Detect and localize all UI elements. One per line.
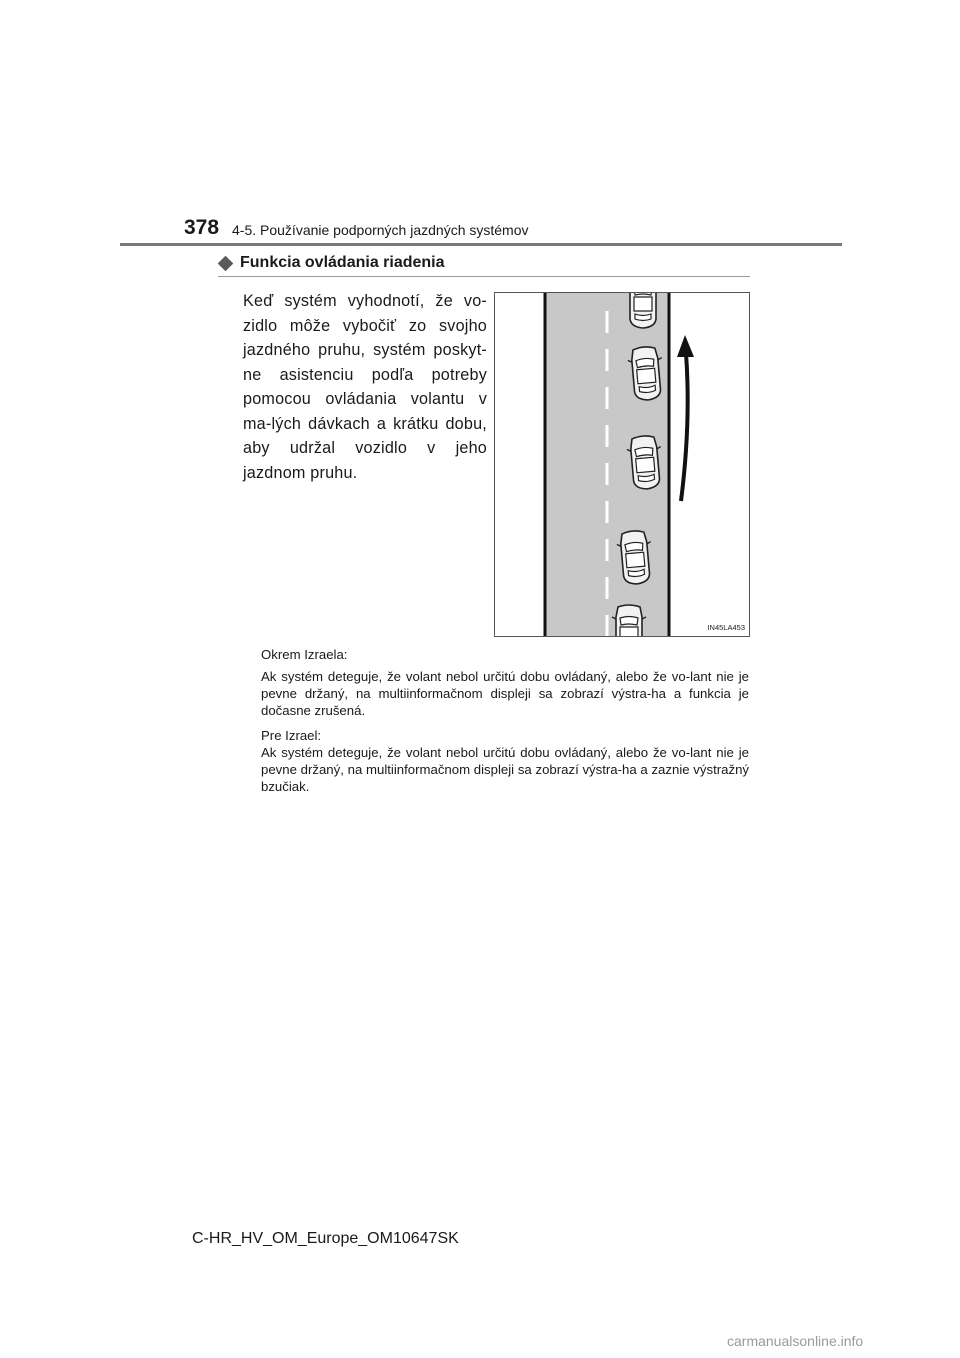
section-heading-text: Funkcia ovládania riadenia [240, 254, 445, 271]
steering-arrow-head [677, 335, 694, 357]
section-heading [218, 254, 445, 272]
diamond-bullet-icon [218, 255, 234, 271]
car-top [626, 293, 660, 328]
note-label: Pre Izrael: [261, 728, 322, 743]
document-id: C-HR_HV_OM_Europe_OM10647SK [192, 1230, 459, 1247]
note-israel [261, 727, 749, 795]
note-text: Ak systém deteguje, že volant nebol určitú dobu ovládaný, alebo že vo-lant nie je pevne držaný, na multiinformačnom displeji sa zobrazí výstra-ha a funkcia je dočasne zrušená. [261, 669, 749, 718]
car-bottom [612, 605, 646, 637]
intro-paragraph: Keď systém vyhodnotí, že vo-zidlo môže vybočiť zo svojho jazdného pruhu, systém poskyt-ne asistenciu podľa potreby pomocou ovládania volantu v ma-lých dávkach a krátku dobu, aby udržal vozidlo v jeho jazdnom pruhu. [243, 292, 487, 482]
header-rule [120, 243, 842, 246]
note-outside-israel [261, 646, 749, 719]
figure-code: IN45LA453 [707, 623, 745, 632]
chapter-title: 4-5. Používanie podporných jazdných systémov [232, 222, 529, 238]
road-drawing [495, 293, 750, 637]
watermark: carmanualsonline.info [727, 1333, 864, 1349]
note-text: Ak systém deteguje, že volant nebol určitú dobu ovládaný, alebo že vo-lant nie je pevne držaný, na multiinformačnom displeji sa zobrazí výstra-ha a zaznie výstražný bzučiak. [261, 745, 749, 794]
section-rule [218, 276, 750, 277]
steering-arrow [681, 353, 688, 501]
note-label: Okrem Izraela: [261, 647, 348, 662]
lane-keeping-illustration [494, 292, 750, 637]
page-number: 378 [184, 216, 220, 239]
